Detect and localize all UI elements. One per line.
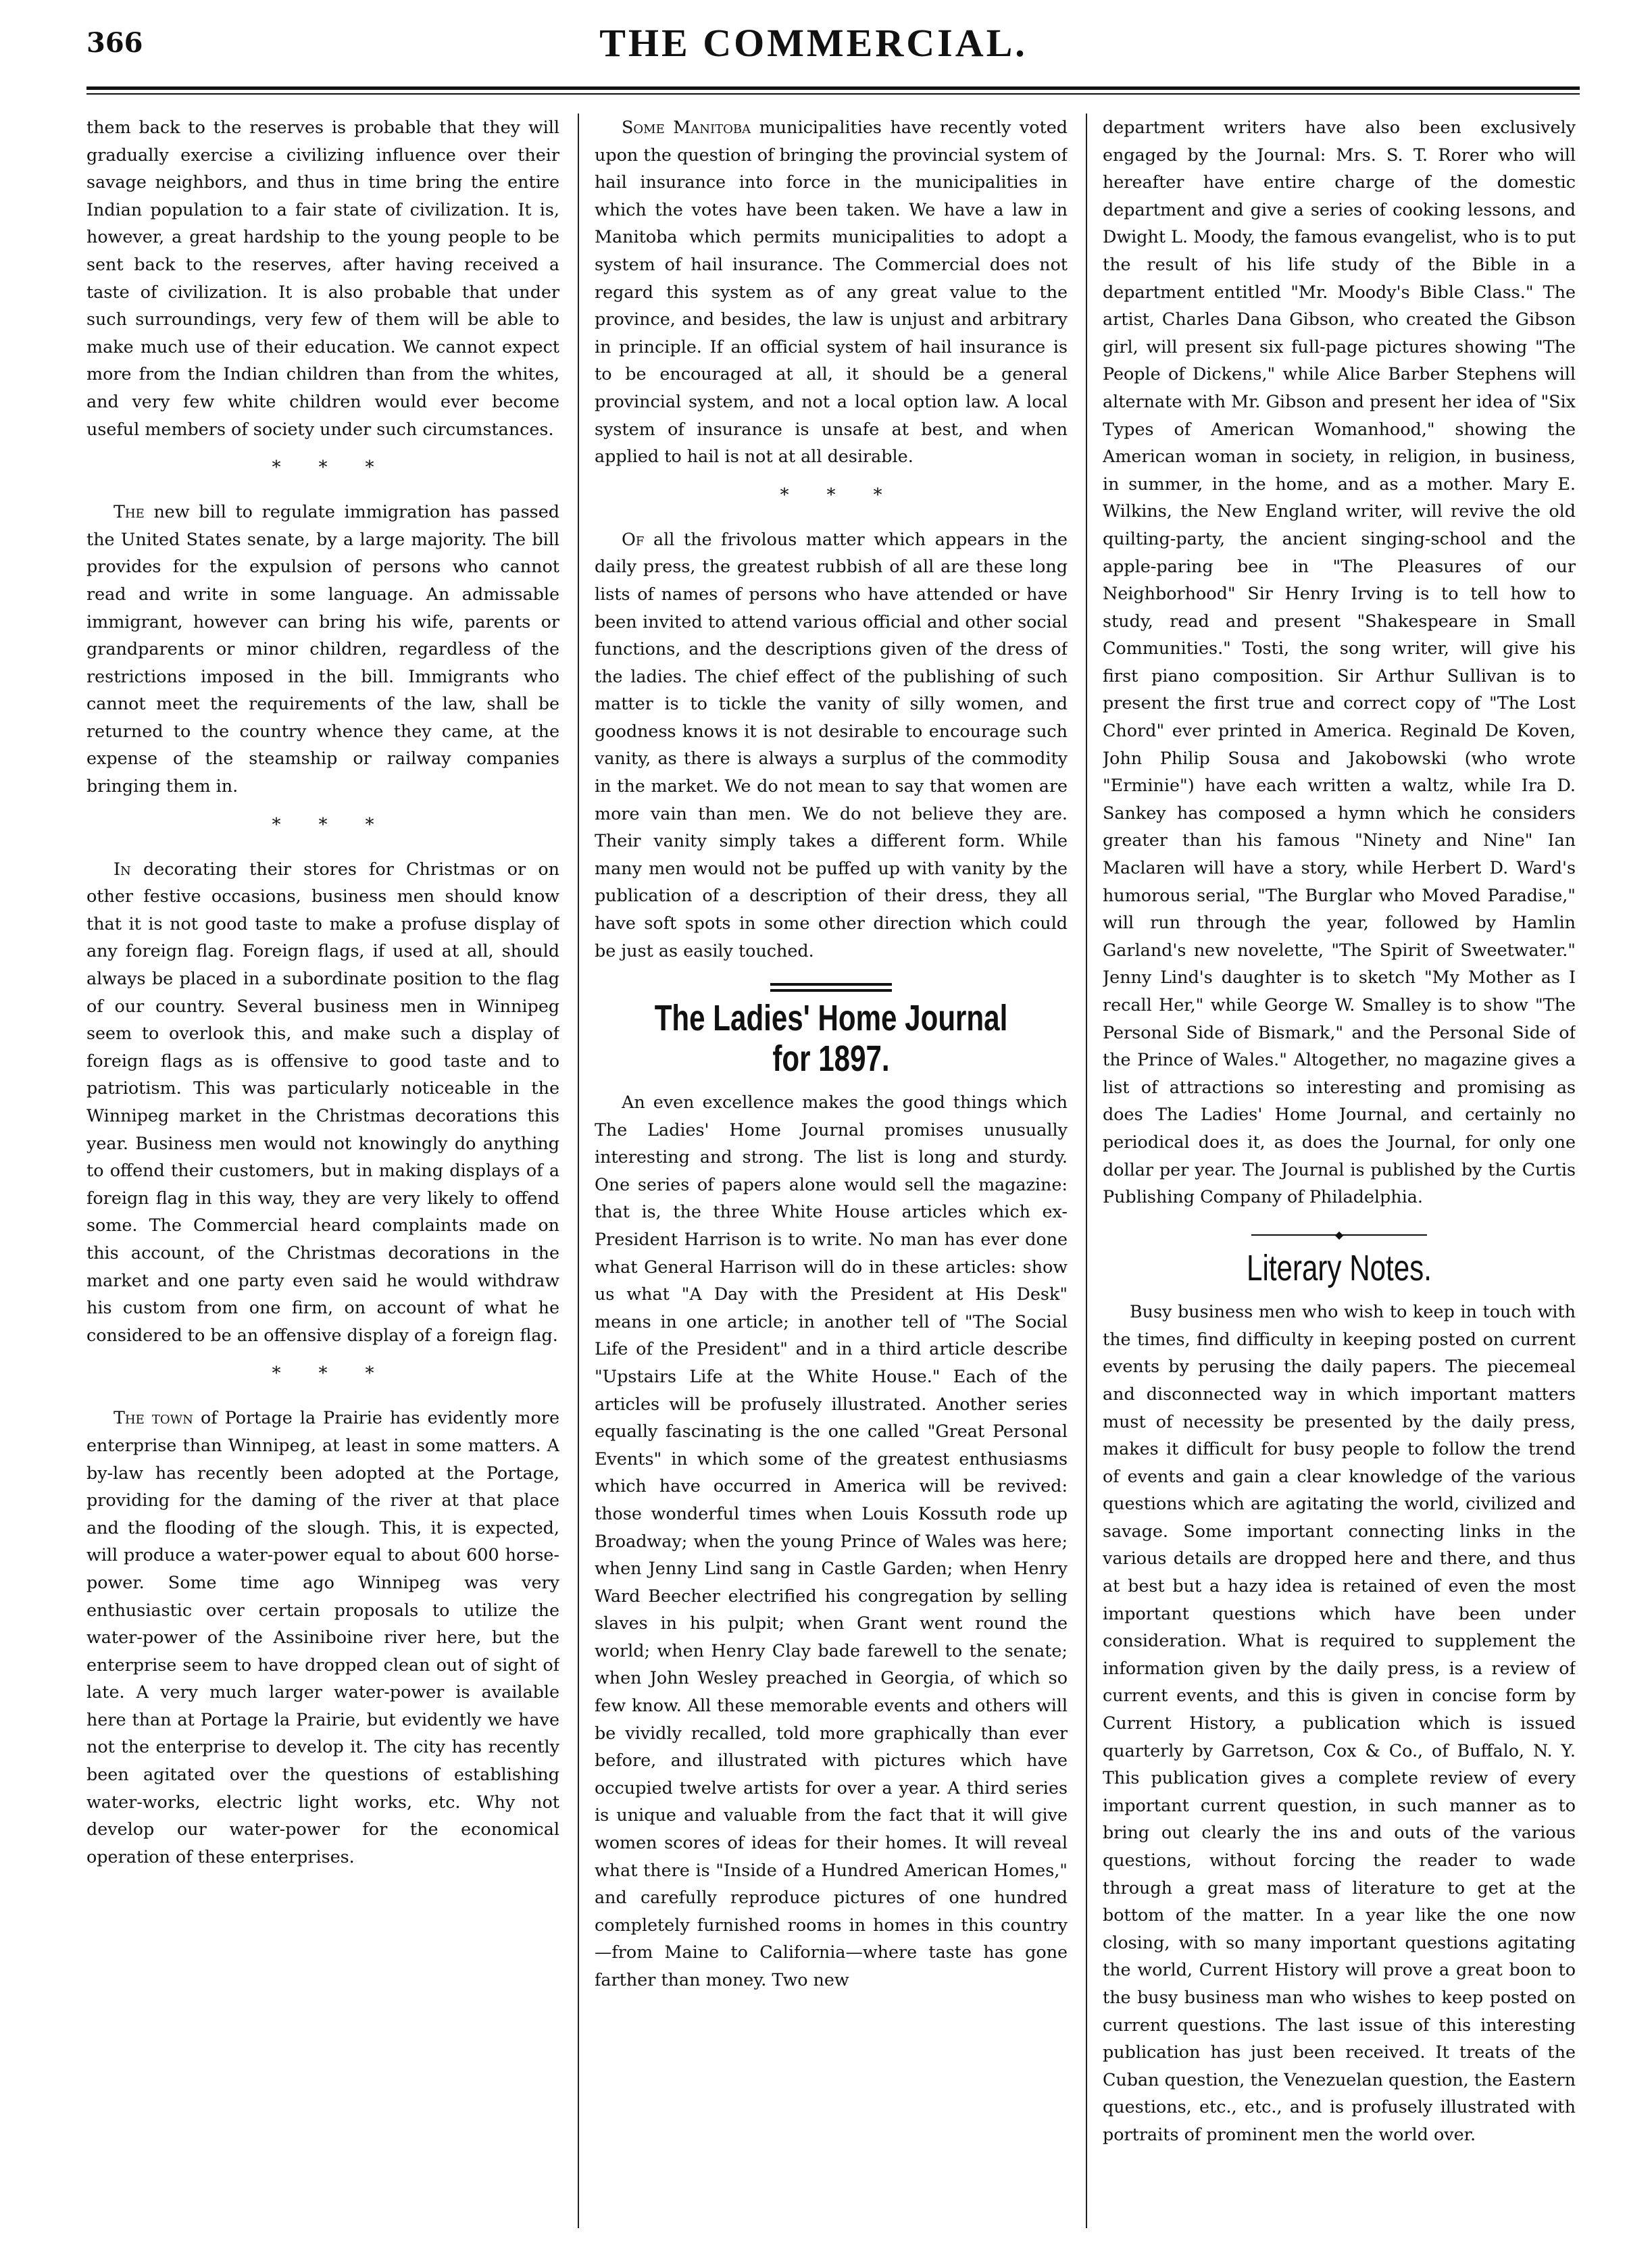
section-separator-stars: *** (272, 814, 412, 835)
column-1 (86, 114, 559, 2227)
paragraph-text: of Portage la Prairie has evidently more enterprise than Winnipeg, at least in some matters. A by-law has recently been adopted at the Portage, providing for the daming of the river at that place and the flooding of the slough. This, it is expected, will produce a water-power equal to about 600 horse-power. Some time ago Winnipeg was very enthusiastic over certain proposals to utilize the water-power of the Assiniboine river here, but the enterprise seem to have dropped clean out of sight of late. A very much larger water-power is available here than at Portage la Prairie, but evidently we have not the enterprise to develop it. The city has recently been agitated over the questions of establishing water-works, electric light works, etc. Why not develop our water-power for the economical operation of these enterprises. (86, 1407, 559, 1867)
paragraph-text: decorating their stores for Christmas or on other festive occasions, business men should know that it is not good taste to make a profuse display of any foreign flag. Foreign flags, if used at all, should always be placed in a subordinate position to the flag of our country. Several business men in Winnipeg seem to overlook this, and make such a display of foreign flags as is offensive to good taste and to patriotism. This was particularly noticeable in the Winnipeg market in the Christmas decorations this year. Business men would not knowingly do anything to offend their customers, but in making displays of a foreign flag in this way, they are very likely to offend some. The Commercial heard complaints made on this account, of the Christmas decorations in the market and one party even said he would withdraw his custom from one firm, on account of what he considered to be an offensive display of a foreign flag. (86, 858, 559, 1345)
journal-title: THE COMMERCIAL. (599, 21, 1028, 65)
article-paragraph (595, 114, 1068, 470)
article-paragraph (86, 855, 559, 1349)
article-paragraph (86, 1404, 559, 1870)
lead-word: The (114, 501, 145, 522)
header-rule-thick (86, 86, 1580, 90)
article-paragraph (595, 526, 1068, 965)
column-divider-2 (1086, 114, 1087, 2228)
section-separator-stars: *** (272, 1363, 412, 1384)
paragraph-text: municipalities have recently voted upon the question of bringing the provincial system of hail insurance into force in the municipalities in which the votes have been taken. We have a law in Manitoba which permits municipalities to adopt a system of hail insurance. The Commercial does not regard this system as of any great value to the province, and besides, the law is unjust and arbitrary in principle. If an official system of hail insurance is to be encouraged at all, it should be a general provincial system, and not a local option law. A local system of insurance is unsafe at best, and when applied to hail is not at all desirable. (595, 117, 1068, 467)
lead-word: The town (114, 1407, 193, 1428)
paragraph-text: all the frivolous matter which appears in the daily press, the greatest rubbish of all are these long lists of names of persons who have attended or have been invited to attend various official and other social functions, and the descriptions given of the dress of the ladies. The chief effect of the publishing of such matter is to tickle the vanity of silly women, and goodness knows it is not desirable to encourage such vanity, as there is always a surplus of the commodity in the market. We do not mean to say that women are more vain than men. We do not believe they are. Their vanity simply takes a different form. While many men would not be puffed up with vanity by the publication of a description of their dress, they all have soft spots in some other direction which could be just as easily touched. (595, 528, 1068, 961)
column-divider-1 (578, 114, 579, 2228)
section-title-ladies-home-journal: The Ladies' Home Journal for 1897. (654, 998, 1008, 1079)
section-title-literary-notes: Literary Notes. (1247, 1247, 1432, 1288)
section-double-rule (770, 983, 892, 992)
masthead (0, 0, 1627, 101)
section-diamond-rule: ◆ (1251, 1231, 1427, 1239)
article-paragraph: them back to the reserves is probable that they will gradually exercise a civilizing influence over their savage neighbors, and thus in time bring the entire Indian population to a fair state of civilization. It is, however, a great hardship to the young people to be sent back to the reserves, after having received a taste of civilization. It is also probable that under such surroundings, very few of them will be able to make much use of their education. We cannot expect more from the Indian children than from the whites, and very few white children would ever become useful members of society under such circumstances. (86, 117, 559, 439)
article-paragraph: An even excellence makes the good things which The Ladies' Home Journal promises unusually interesting and strong. The list is long and sturdy. One series of papers alone would sell the magazine: that is, the three White House articles which ex-President Harrison is to write. No man has ever done what General Harrison will do in these articles: show us what "A Day with the President at His Desk" means in one article; in another tell of "The Social Life of the President" and in a third article describe "Upstairs Life at the White House." Each of the articles will be profusely illustrated. Another series equally fascinating is the one called "Great Personal Events" in which some of the greatest enthusiasms which have occurred in America will be revived: those wonderful times when Louis Kossuth rode up Broadway; when the young Prince of Wales was here; when Jenny Lind sang in Castle Garden; when Henry Ward Beecher electrified his congregation by selling slaves in his pulpit; when Grant went round the world; when Henry Clay bade farewell to the senate; when John Wesley preached in Georgia, of which so few know. All these memorable events and others will be vividly recalled, told more graphically than ever before, and illustrated with pictures which have occupied twelve artists for over a year. A third series is unique and valuable from the fact that it will give women scores of ideas for their homes. It will reveal what there is "Inside of a Hundred American Homes," and carefully reproduce pictures of one hundred completely furnished rooms in homes in this country—from Maine to California—where taste has gone farther than money. Two new (595, 1092, 1068, 1990)
lead-word: Of (622, 528, 645, 549)
article-paragraph: department writers have also been exclusively engaged by the Journal: Mrs. S. T. Rorer who will hereafter have entire charge of the domestic department and give a series of cooking lessons, and Dwight L. Moody, the famous evangelist, who is to put the result of his life study of the Bible in a department entitled "Mr. Moody's Bible Class." The artist, Charles Dana Gibson, who created the Gibson girl, will present six full-page pictures showing "The People of Dickens," while Alice Barber Stephens will alternate with Mr. Gibson and present her idea of "Six Types of American Womanhood," showing the American woman in society, in religion, in business, in summer, in the home, and as a mother. Mary E. Wilkins, the New England writer, will revive the old quilting-party, the ancient singing-school and the apple-paring bee in "The Pleasures of our Neighborhood" Sir Henry Irving is to tell how to study, read and present "Shakespeare in Small Communities." Tosti, the song writer, will give his first piano composition. Sir Arthur Sullivan is to present the first true and correct copy of "The Lost Chord" ever printed in America. Reginald De Koven, John Philip Sousa and Jakobowski (who wrote "Erminie") have each written a waltz, while Ira D. Sankey has composed a hymn which he considers greater than his famous "Ninety and Nine" Ian Maclaren will have a story, while Herbert D. Ward's humorous serial, "The Burglar who Moved Paradise," will run through the year, followed by Hamlin Garland's new novelette, "The Spirit of Sweetwater." Jenny Lind's daughter is to sketch "My Mother as I recall Her," while George W. Smalley is to show "The Personal Side of Bismark," and the Personal Side of the Prince of Wales." Altogether, no magazine gives a list of attractions so interesting and promising as does The Ladies' Home Journal, and certainly no periodical does it, as does the Journal, for only one dollar per year. The Journal is published by the Curtis Publishing Company of Philadelphia. (1103, 117, 1576, 1207)
page-number: 366 (86, 27, 143, 59)
article-paragraph: Busy business men who wish to keep in touch with the times, find difficulty in keeping posted on current events by perusing the daily papers. The piecemeal and disconnected way in which important matters must of necessity be presented by the daily press, makes it difficult for busy people to follow the trend of events and gain a clear knowledge of the various questions which are agitating the world, civilized and savage. Some important connecting links in the various details are dropped here and there, and thus at best but a hazy idea is retained of even the most important questions which have been under consideration. What is required to supplement the information given by the daily press, is a review of current events, and this is given in concise form by Current History, a publication which is issued quarterly by Garretson, Cox & Co., of Buffalo, N. Y. This publication gives a complete review of every important current question, in such manner as to bring out clearly the ins and outs of the various questions, without forcing the reader to wade through a great mass of literature to get at the bottom of the matter. In a year like the one now closing, with so many important questions agitating the world, Current History will prove a great boon to the busy business man who wishes to keep posted on current questions. The last issue of this interesting publication has just been received. It treats of the Cuban question, the Venezuelan question, the Eastern questions, etc., etc., and is profusely illustrated with portraits of prominent men the world over. (1103, 1301, 1576, 2144)
paragraph-text: new bill to regulate immigration has passed the United States senate, by a large majority. The bill provides for the expulsion of persons who cannot read and write in some language. An admissable immigrant, however can bring his wife, parents or grandparents or minor children, regardless of the restrictions imposed in the bill. Immigrants who cannot meet the requirements of the law, shall be returned to the country whence they came, at the expense of the steamship or railway companies bringing them in. (86, 501, 559, 797)
section-separator-stars: *** (780, 484, 920, 505)
lead-word: In (114, 858, 131, 879)
article-paragraph (86, 498, 559, 800)
section-separator-stars: *** (272, 457, 412, 478)
column-3 (1103, 114, 1576, 2227)
lead-word: Some Manitoba (622, 117, 751, 137)
header-rule-thin (86, 93, 1580, 95)
column-2 (595, 114, 1068, 2227)
